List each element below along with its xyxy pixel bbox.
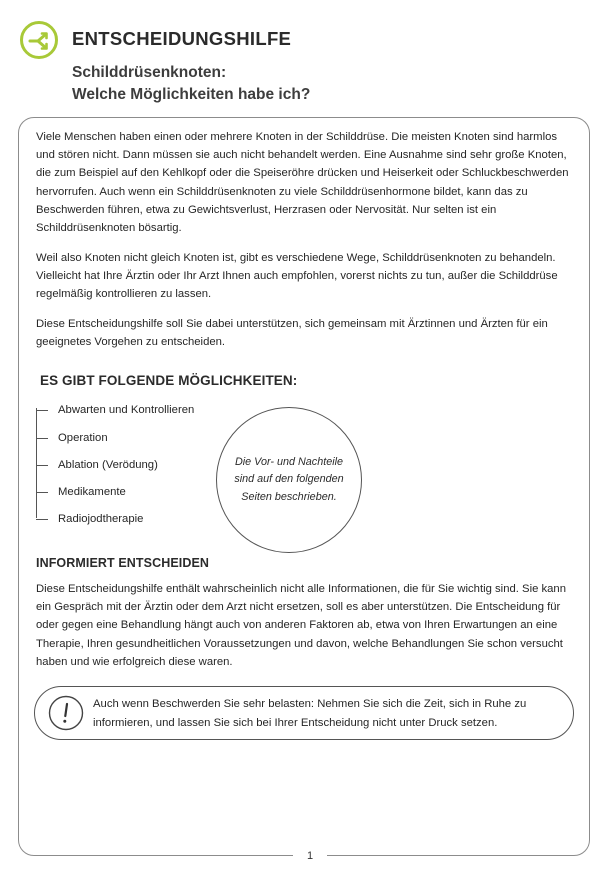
informed-paragraph: Diese Entscheidungshilfe enthält wahrscheinlich nicht alle Informationen, die für Sie wichtig sind. Sie kann ein Gespräch mit der Ärztin oder dem Arzt nicht ersetzen, soll es aber unterstützen. Die Entscheidung für oder gegen eine Behandlung hängt auch von anderen Faktoren ab, etwa von Ihren Erwartungen an eine Therapie, Ihren gesundheitlichen Voraussetzungen und davon, welche Behandlungen Sie schon versucht haben und wie erfolgreich diese waren. — [36, 583, 566, 668]
intro-paragraph-3: Diese Entscheidungshilfe soll Sie dabei unterstützen, sich gemeinsam mit Ärztinnen und Ärzten für ein geeignetes Vorgehen zu entscheiden. — [36, 318, 548, 349]
option-label: Ablation (Verödung) — [58, 459, 158, 471]
page-subtitle — [72, 62, 310, 106]
page-number-label: 1 — [306, 850, 314, 862]
notice-box — [34, 686, 574, 740]
options-heading: ES GIBT FOLGENDE MÖGLICHKEITEN: — [40, 373, 298, 388]
notice-text: Auch wenn Beschwerden Sie sehr belasten: Nehmen Sie sich die Zeit, sich in Ruhe zu informieren, und lassen Sie sich bei Ihrer Entscheidung nicht unter Druck setzen. — [93, 698, 527, 729]
option-label: Abwarten und Kontrollieren — [58, 404, 195, 416]
list-tick — [36, 438, 48, 439]
info-circle — [216, 407, 362, 553]
intro-paragraph-2: Weil also Knoten nicht gleich Knoten ist, gibt es verschiedene Wege, Schilddrüsenknoten zu behandeln. Vielleicht hat Ihre Ärztin oder Ihr Arzt Ihnen auch empfohlen, vorerst nichts zu tun, außer die Schilddrüse regelmäßig kontrollieren zu lassen. — [36, 252, 558, 301]
circle-note: Die Vor- und Nachteile sind auf den folgenden Seiten beschrieben. — [234, 455, 344, 503]
page-number — [293, 846, 327, 864]
options-tree-line — [36, 408, 37, 518]
list-tick — [36, 465, 48, 466]
intro-paragraph-1: Viele Menschen haben einen oder mehrere Knoten in der Schilddrüse. Die meisten Knoten sind harmlos und stören nicht. Dann müssen sie auch nicht behandelt werden. Eine Ausnahme sind sehr große Knoten, die zum Beispiel auf den Kehlkopf oder die Speiseröhre drücken und Heiserkeit oder Schluckbeschwerden hervorrufen. Auch wenn ein Schilddrüsenknoten zu viele Schilddrüsenhormone bildet, kann das zu Beschwerden führen, etwa zu Gewichtsverlust, Herzrasen oder Nervosität. Nur selten ist ein Schilddrüsenknoten bösartig. — [36, 131, 569, 235]
options-list — [30, 398, 230, 528]
option-label: Medikamente — [58, 486, 126, 498]
list-tick — [36, 519, 48, 520]
option-label: Operation — [58, 432, 108, 444]
list-tick — [36, 492, 48, 493]
subtitle-line-2: Welche Möglichkeiten habe ich? — [72, 86, 311, 103]
informed-heading: INFORMIERT ENTSCHEIDEN — [36, 556, 210, 570]
branching-arrows-icon — [19, 20, 59, 60]
option-label: Radiojodtherapie — [58, 513, 144, 525]
list-tick — [36, 410, 48, 411]
subtitle-line-1: Schilddrüsenknoten: — [72, 64, 227, 81]
page-title: ENTSCHEIDUNGSHILFE — [72, 28, 292, 49]
exclamation-icon — [48, 695, 84, 731]
